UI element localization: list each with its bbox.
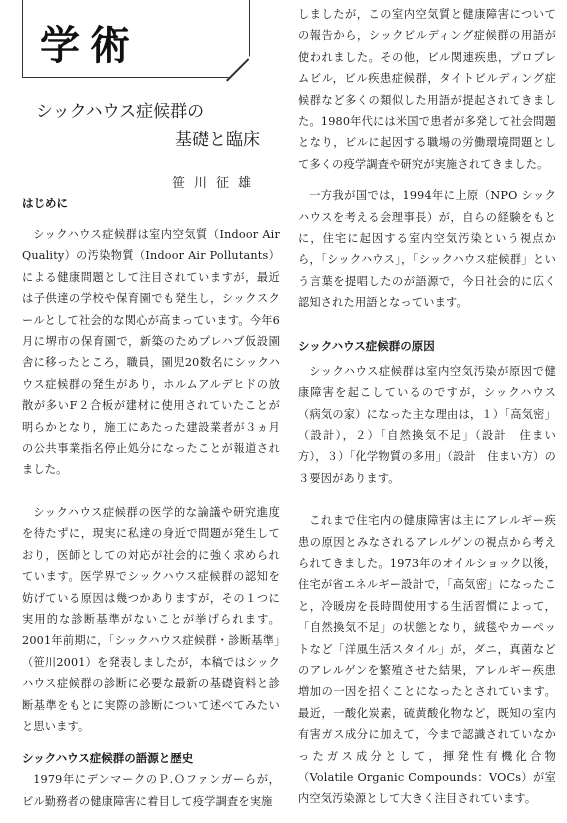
intro-paragraph-2: シックハウス症候群の医学的な論議や研究進度を待たずに，現実に私達の身近で問題が発生しており，医師としての対応が社会的に強く求められています。医学界でシックハウス症候群の認知を妨げている原因は幾つかありますが，その１つに実用的な診断基準がないことが挙げられます。2001年前期に，「シックハウス症候群・診断基準」（笹川2001）を発表しましたが，本稿ではシックハウス症候群の診断に必要な最新の基礎資料と診断基準をもとに実際の診断について述べてみたいと思います。 (22, 505, 280, 733)
history-paragraph-2: 一方我が国では，1994年に上原（NPO シックハウスを考える会理事長）が，自らの経験をもとに，住宅に起因する室内空気汚染という視点から，「シックハウス」，「シックハウス症候群」という言葉を提唱したのが語源で，今日社会的に広く認知された用語となっています。 (298, 189, 556, 310)
cause-paragraph-1: シックハウス症候群は室内空気汚染が原因で健康障害を起こしているのですが，シックハウス（病気の家）になった主な理由は，１）「高気密」（設計），２）「自然換気不足」（設計 住まい方），３）「化学物質の多用」（設計 住まい方）の３要因があります。 (298, 364, 556, 485)
section-heading-intro: はじめに (22, 196, 68, 210)
history-paragraph-continued: しましたが，この室内空気質と健康障害についての報告から，シックビルディング症候群の用語が使われました。その他，ビル関連疾患，プロブレムビル，ビル疾患症候群，タイトビルディング症候群など多くの類似した用語が提起されてきました。1980年代には米国で患者が多発して社会問題となり，ビルに起因する職場の労働環境問題として多くの疫学調査や研究が実施されてきました。 (298, 8, 556, 171)
author-name: 笹川征雄 (171, 176, 260, 191)
left-column (22, 192, 280, 812)
section-heading-history: シックハウス症候群の語源と歴史 (22, 751, 194, 766)
right-column (298, 4, 556, 810)
article-title (36, 98, 268, 154)
article-title-line-1: シックハウス症候群の (36, 102, 205, 122)
intro-paragraph-1: シックハウス症候群は室内空気質（Indoor Air Quality）の汚染物質（Indoor Air Pollutants）による健康問題として注目されていますが，最近は子供達の学校や保育園でも発生し，シックスクールとして社会的な関心が高まっています。今年6月に堺市の保育園で，新築のためプレハブ仮設園舎に移ったところ，職員，園児20数名にシックハウス症候群の発生があり，ホルムアルデヒドの放散が多いF２合板が建材に使用されていたことが明らかとなり，施工にあたった建設業者が３ヵ月の公共事業指名停止処分になったことが報道されました。 (22, 228, 280, 477)
category-title: 学術 (40, 23, 140, 69)
cause-paragraph-2: これまで住宅内の健康障害は主にアレルギー疾患の原因とみなされるアレルゲンの視点から考えられてきました。1973年のオイルショック以後，住宅が省エネルギー設計で，「高気密」になったこと，冷暖房を長時間使用する生活習慣によって，「自然換気不足」の状態となり，絨毯やカーペットなど「洋風生活スタイル」が，ダニ，真菌などのアレルゲンを繁殖させた結果，アレルギー疾患増加の一因を招くことになったとされています。最近，一酸化炭素，硫黄酸化物など，既知の室内有害ガス成分に加えて，今まで認識されていなかったガス成分として，揮発性有機化合物（Volatile Organic Compounds：VOCs）が室内空気汚染源として大きく注目されています。 (298, 514, 556, 806)
section-heading-cause: シックハウス症候群の原因 (298, 338, 435, 353)
history-paragraph-start: 1979年にデンマークのＰ.Ｏファンガーらが，ビル勤務者の健康障害に着目して疫学調査を実施 (22, 773, 280, 808)
article-title-line-2: 基礎と臨床 (175, 130, 260, 150)
